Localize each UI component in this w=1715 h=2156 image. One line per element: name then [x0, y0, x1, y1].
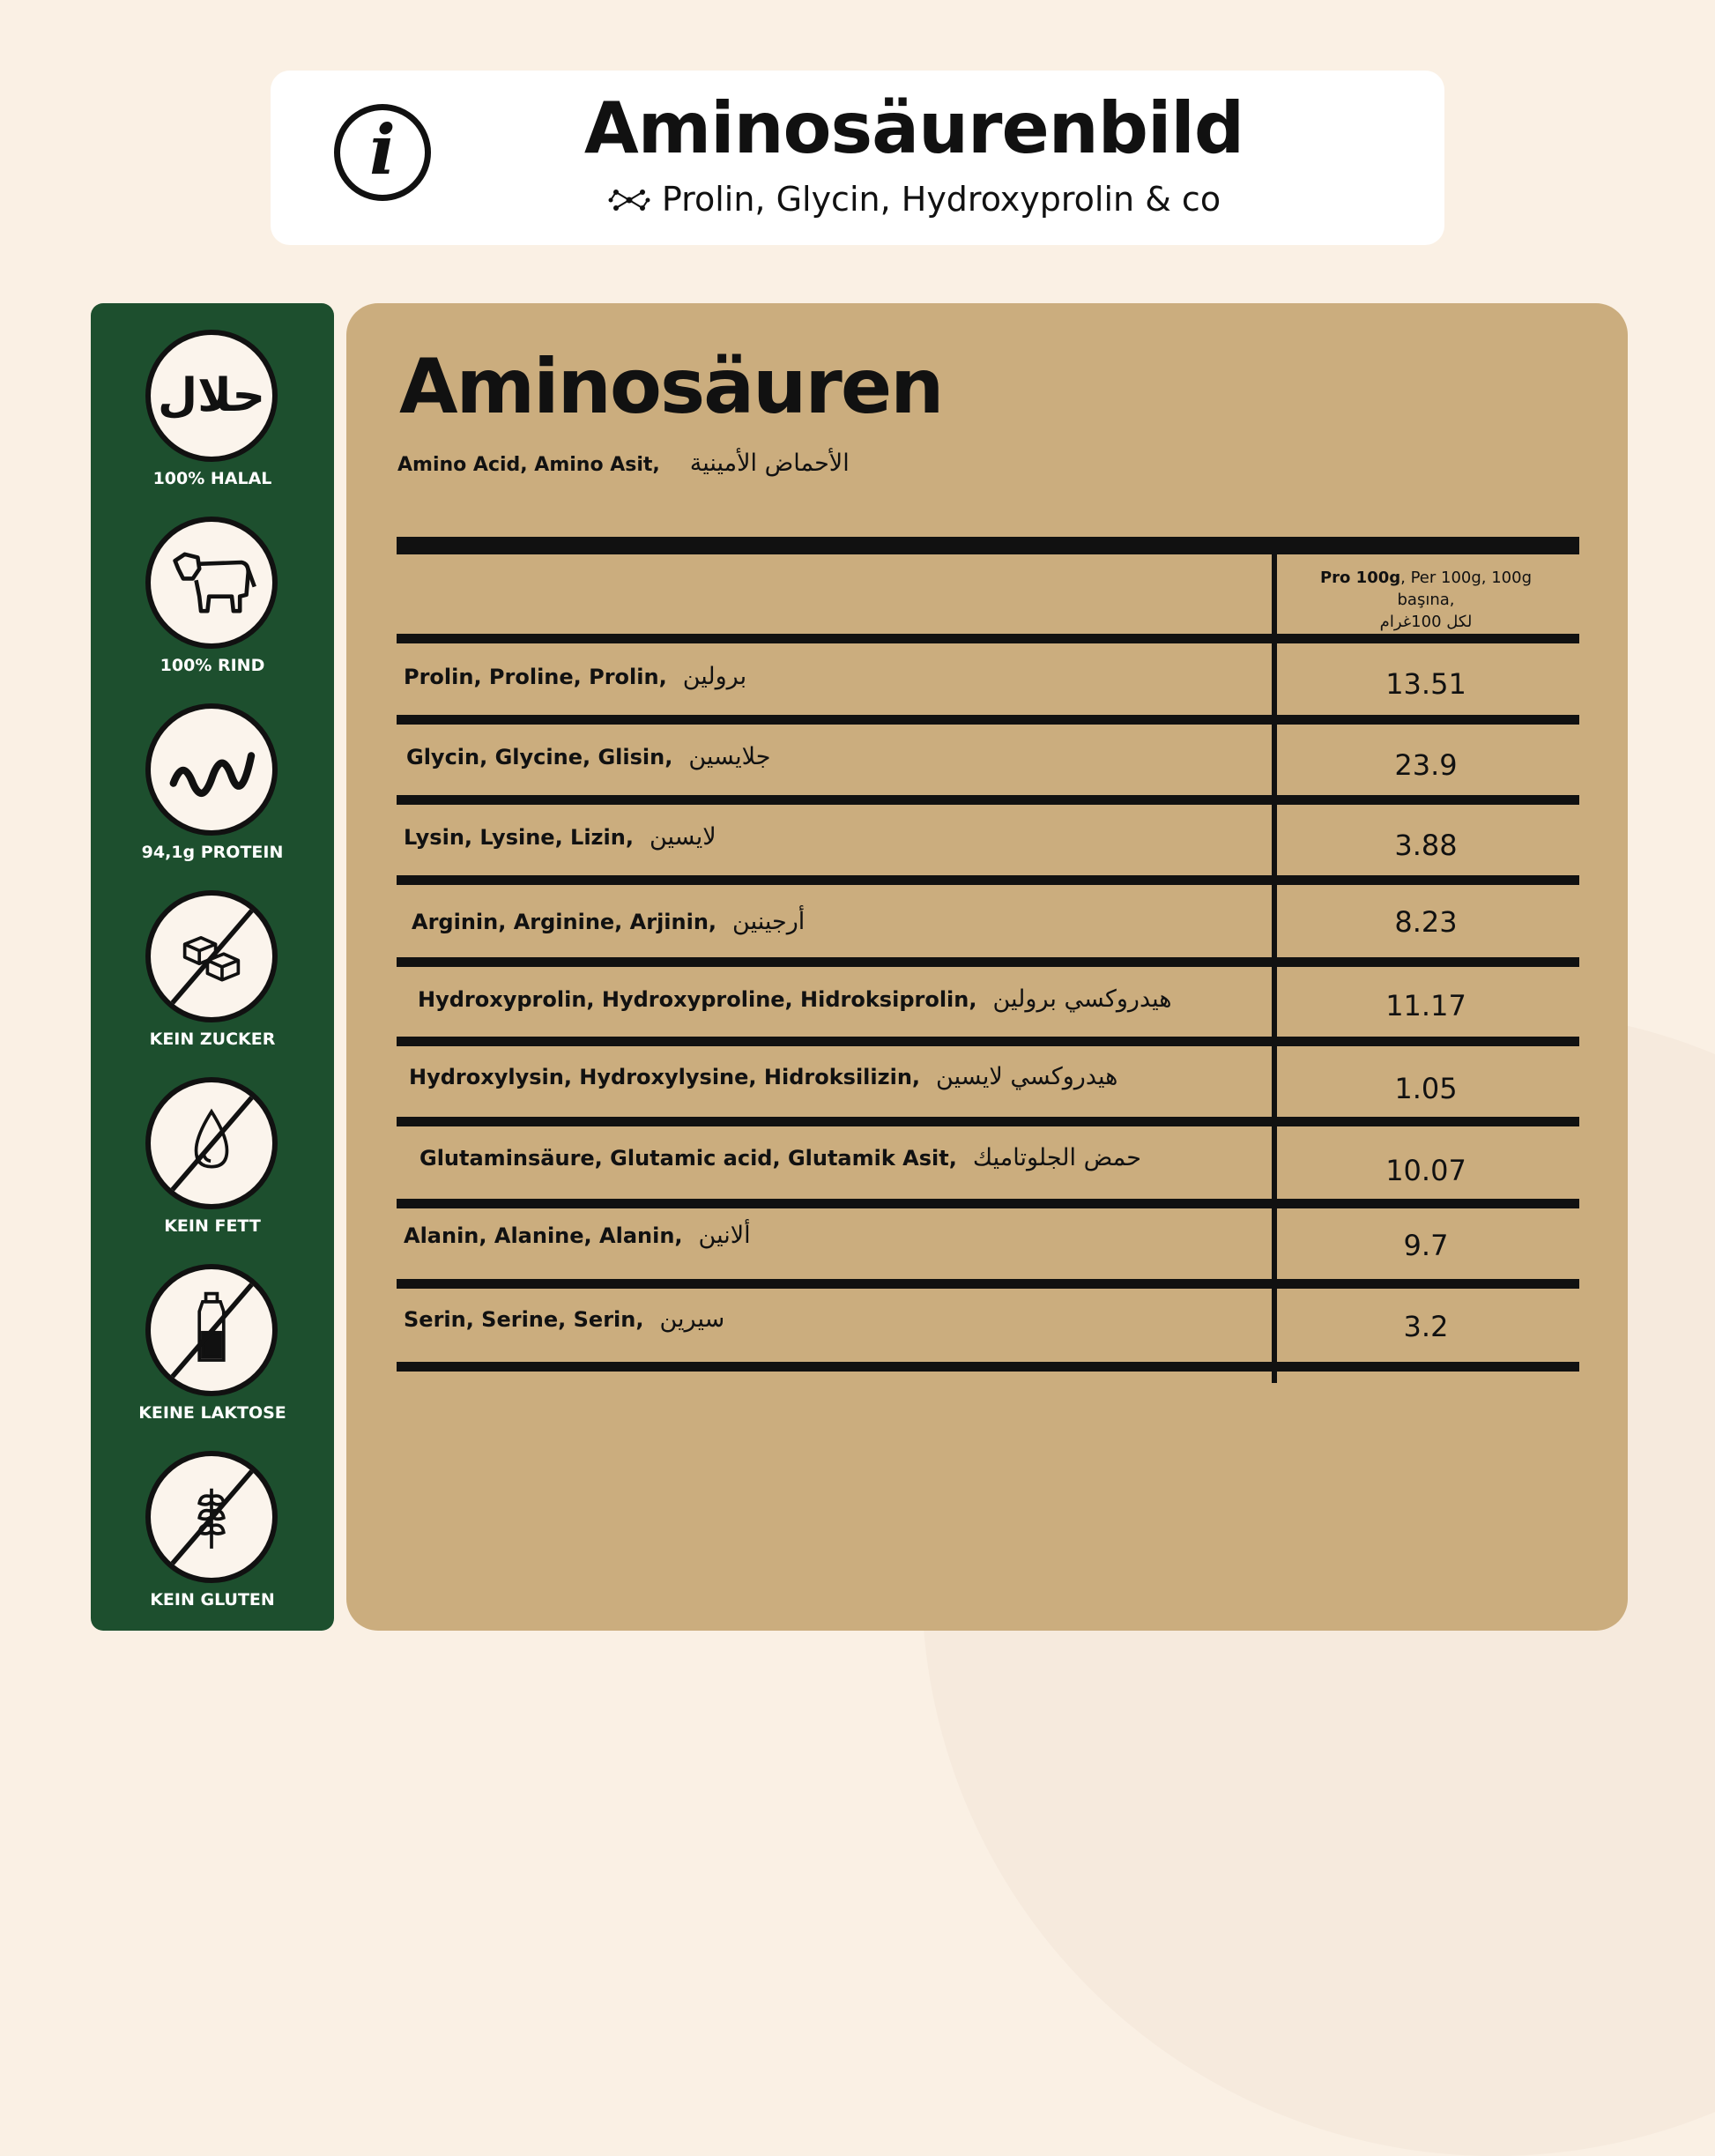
info-glyph: i	[369, 110, 396, 190]
row-arabic: أرجينين	[732, 908, 806, 935]
badge-no-fat	[91, 1077, 334, 1253]
row-value: 3.2	[1403, 1310, 1449, 1343]
badge-beef	[91, 517, 334, 693]
row-arabic: جلايسين	[688, 743, 771, 770]
row-latin: Alanin, Alanine, Alanin,	[404, 1223, 683, 1248]
row-value: 23.9	[1394, 748, 1458, 782]
row-arabic: لايسين	[649, 823, 716, 851]
row-arabic: حمض الجلوتاميك	[972, 1144, 1141, 1171]
table-row-label	[409, 1063, 1117, 1090]
badge-label: KEIN FETT	[164, 1216, 261, 1236]
row-arabic: سيرين	[659, 1305, 725, 1333]
molecule-icon	[607, 185, 651, 215]
cow-icon	[145, 517, 278, 649]
header-card	[271, 71, 1444, 245]
halal-glyph: حلال	[157, 369, 266, 422]
row-latin: Serin, Serine, Serin,	[404, 1306, 644, 1332]
halal-icon	[145, 330, 278, 462]
row-latin: Hydroxyprolin, Hydroxyproline, Hidroksiprolin,	[418, 986, 977, 1012]
badge-label: 100% HALAL	[152, 469, 272, 488]
badge-no-lactose	[91, 1264, 334, 1440]
table-row-label	[406, 743, 770, 770]
no-lactose-icon	[145, 1264, 278, 1396]
row-value: 13.51	[1385, 667, 1466, 701]
row-rule	[397, 795, 1579, 805]
table-top-rule	[397, 537, 1579, 554]
row-value: 1.05	[1394, 1072, 1458, 1105]
badge-label: KEINE LAKTOSE	[138, 1403, 286, 1423]
column-header-line2: başına,	[1397, 591, 1455, 610]
row-rule	[397, 875, 1579, 885]
badge-no-sugar	[91, 890, 334, 1067]
section-subtitle	[397, 450, 850, 477]
badge-label: 94,1g PROTEIN	[141, 843, 284, 862]
row-value: 9.7	[1403, 1229, 1449, 1262]
no-gluten-icon	[145, 1451, 278, 1583]
table-row-label	[412, 908, 805, 935]
row-latin: Glycin, Glycine, Glisin,	[406, 744, 673, 769]
row-rule	[397, 1117, 1579, 1126]
row-value: 10.07	[1385, 1154, 1466, 1187]
header-rule	[397, 634, 1579, 643]
row-latin: Hydroxylysin, Hydroxylysine, Hidroksilizin,	[409, 1064, 921, 1089]
badge-label: KEIN GLUTEN	[150, 1590, 275, 1610]
row-rule	[397, 715, 1579, 725]
amino-acid-card	[346, 303, 1628, 1631]
column-header-line3: لكل 100غرام	[1379, 613, 1473, 632]
column-header-rest: , Per 100g, 100g	[1400, 569, 1533, 587]
no-sugar-icon	[145, 890, 278, 1022]
info-icon	[334, 104, 431, 201]
badge-halal	[91, 330, 334, 506]
badge-label: KEIN ZUCKER	[149, 1030, 276, 1049]
row-arabic: هيدروكسي برولين	[992, 985, 1172, 1013]
table-row-label	[404, 1305, 724, 1333]
row-rule	[397, 1199, 1579, 1208]
section-title: Aminosäuren	[399, 343, 943, 431]
column-divider	[1272, 554, 1277, 1383]
row-rule	[397, 957, 1579, 967]
page-subtitle	[579, 180, 1249, 220]
row-rule	[397, 1279, 1579, 1289]
subtitle-arabic: الأحماض الأمينية	[689, 450, 850, 477]
row-arabic: برولين	[682, 663, 747, 690]
row-arabic: ألانين	[698, 1222, 751, 1249]
table-row-label	[404, 1222, 751, 1249]
table-row-label	[404, 663, 746, 690]
subtitle-text: Prolin, Glycin, Hydroxyprolin & co	[661, 180, 1221, 219]
row-value: 11.17	[1385, 989, 1466, 1022]
row-arabic: هيدروكسي لايسين	[936, 1063, 1118, 1090]
row-rule	[397, 1037, 1579, 1046]
column-header-bold: Pro 100g	[1319, 569, 1401, 587]
badge-protein	[91, 703, 334, 880]
row-value: 8.23	[1394, 905, 1458, 939]
table-row-label	[418, 985, 1172, 1013]
page-title: Aminosäurenbild	[583, 87, 1244, 169]
table-bottom-rule	[397, 1362, 1579, 1372]
row-latin: Prolin, Proline, Prolin,	[404, 664, 667, 689]
protein-helix-icon	[145, 703, 278, 836]
no-fat-icon	[145, 1077, 278, 1209]
row-value: 3.88	[1394, 829, 1458, 862]
table-row-label	[419, 1144, 1141, 1171]
row-latin: Glutaminsäure, Glutamic acid, Glutamik Asit,	[419, 1145, 957, 1171]
subtitle-latin: Amino Acid, Amino Asit,	[397, 454, 660, 476]
row-latin: Lysin, Lysine, Lizin,	[404, 824, 634, 850]
badge-no-gluten	[91, 1451, 334, 1627]
table-row-label	[404, 823, 716, 851]
badge-label: 100% RIND	[160, 656, 265, 675]
column-header	[1285, 567, 1567, 634]
feature-sidebar	[91, 303, 334, 1631]
row-latin: Arginin, Arginine, Arjinin,	[412, 909, 717, 934]
